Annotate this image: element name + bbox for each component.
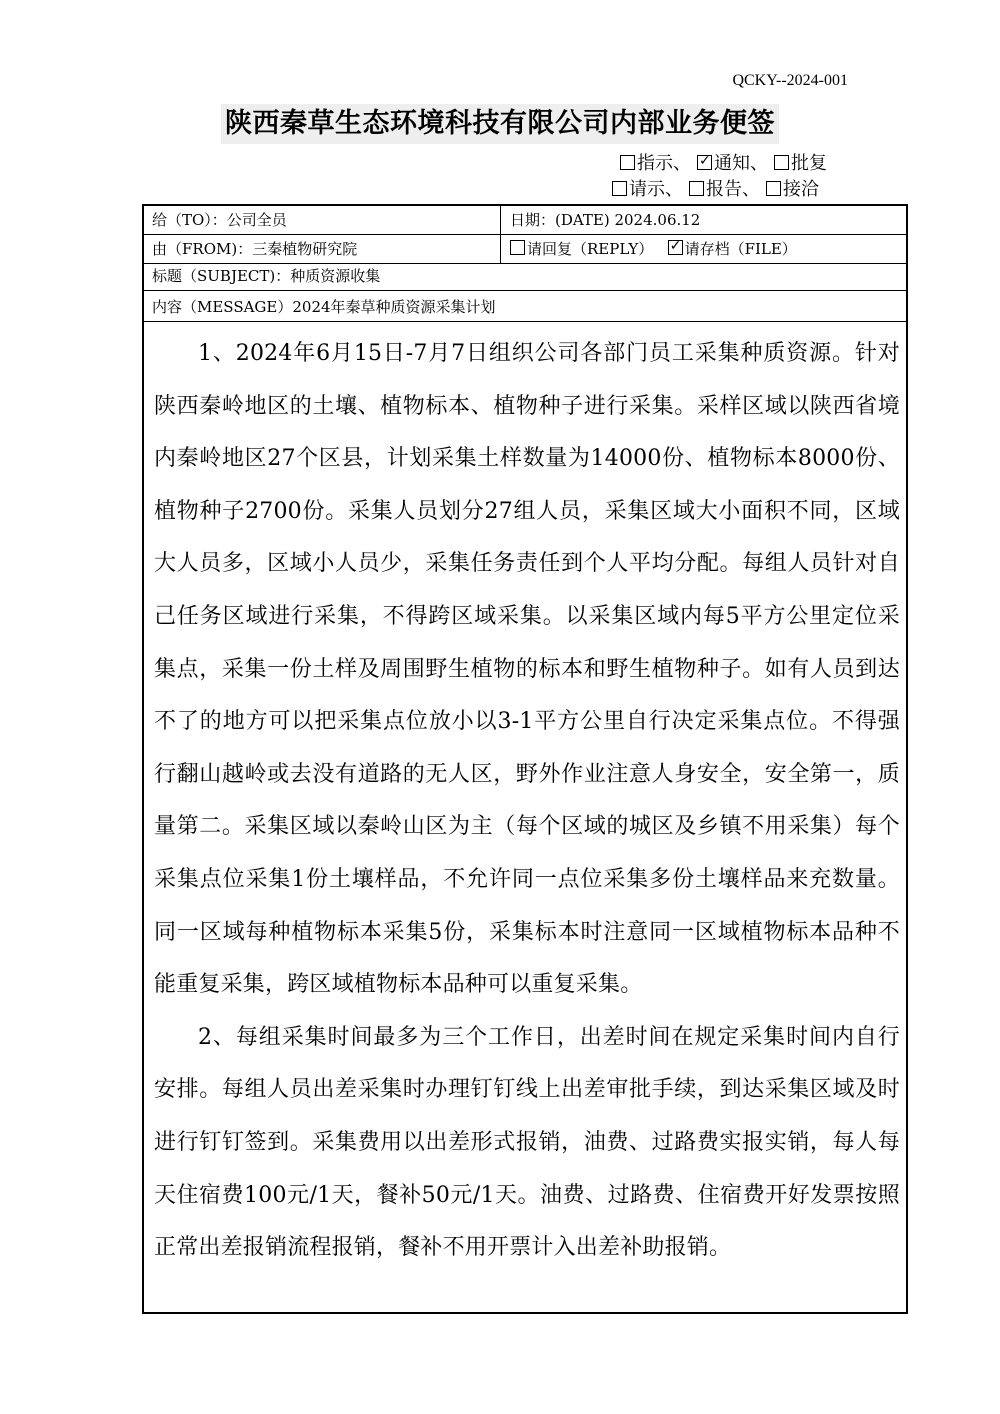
message-field: 内容（MESSAGE）2024年秦草种质资源采集计划 [152,298,496,316]
category-directive: 指示、 [620,153,691,174]
category-line-2 [612,177,825,203]
category-approval: 批复 [774,153,827,174]
category-request: 请示、 [612,179,683,200]
date-field: 日期：(DATE) 2024.06.12 [510,211,701,229]
liaison-checkbox[interactable] [766,181,781,196]
paragraph-1: 1、2024年6月15日-7月7日组织公司各部门员工采集种质资源。针对陕西秦岭地区的土壤、植物标本、植物种子进行采集。采样区域以陕西省境内秦岭地区27个区县，计划采集土样数量为14000份、植物标本8000份、植物种子2700份。采集人员划分27组人员，采集区域大小面积不同，区域大人员多，区域小人员少，采集任务责任到个人平均分配。每组人员针对自己任务区域进行采集，不得跨区域采集。以采集区域内每5平方公里定位采集点，采集一份土样及周围野生植物的标本和野生植物种子。如有人员到达不了的地方可以把采集点位放小以3-1平方公里自行决定采集点位。不得强行翻山越岭或去没有道路的无人区，野外作业注意人身安全，安全第一，质量第二。采集区域以秦岭山区为主（每个区域的城区及乡镇不用采集）每个采集点位采集1份土壤样品，不允许同一点位采集多份土壤样品来充数量。同一区域每种植物标本采集5份，采集标本时注意同一区域植物标本品种不能重复采集，跨区域植物标本品种可以重复采集。 [154,341,900,998]
directive-checkbox[interactable] [620,155,635,170]
request-checkbox[interactable] [612,181,627,196]
category-report: 报告、 [689,179,760,200]
reply-label: 请回复（REPLY） [527,240,654,258]
column-divider [500,235,501,263]
to-field: 给（TO）：公司全员 [152,211,287,229]
notice-checkbox[interactable] [697,155,712,170]
subject-field: 标题（SUBJECT)：种质资源收集 [152,267,381,285]
paragraph-2: 2、每组采集时间最多为三个工作日，出差时间在规定采集时间内自行安排。每组人员出差采集时办理钉钉线上出差审批手续，到达采集区域及时进行钉钉签到。采集费用以出差形式报销，油费、过路费实报实销，每人每天住宿费100元/1天，餐补50元/1天。油费、过路费、住宿费开好发票按照正常出差报销流程报销，餐补不用开票计入出差补助报销。 [154,1024,900,1261]
header-row-to-date [144,206,906,235]
subject-row [144,262,906,291]
file-label: 请存档（FILE） [684,240,797,258]
document-code: QCKY--2024-001 [732,72,848,89]
memo-table [142,204,908,1314]
header-row-from-reply [144,235,906,264]
column-divider [500,206,501,234]
title-area [0,104,1000,144]
report-checkbox[interactable] [689,181,704,196]
category-liaison: 接洽 [766,179,819,200]
category-notice: ✓ 通知、 [697,153,768,174]
approval-checkbox[interactable] [774,155,789,170]
from-field: 由（FROM)：三秦植物研究院 [152,240,358,258]
message-row [144,293,906,322]
reply-checkbox[interactable] [510,240,525,255]
reply-file-field [502,235,797,263]
category-line-1 [620,151,833,177]
memo-body [154,328,900,1275]
file-checkbox[interactable] [668,240,683,255]
memo-title: 陕西秦草生态环境科技有限公司内部业务便签 [221,104,779,144]
